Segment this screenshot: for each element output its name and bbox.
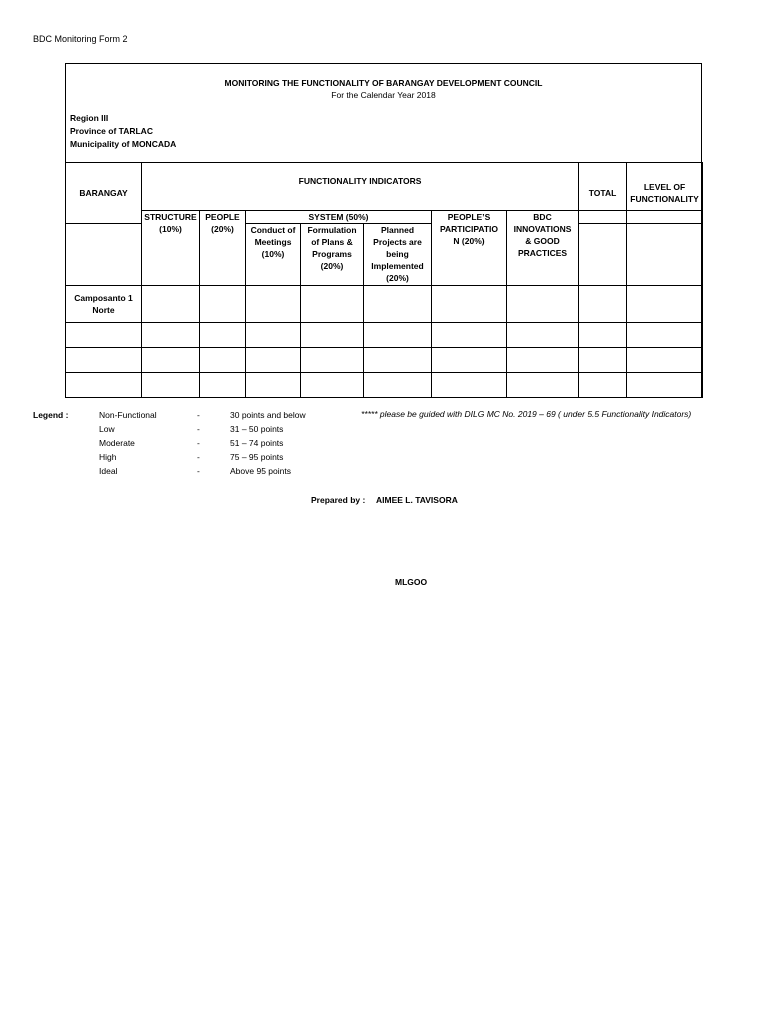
municipality-label: Municipality of MONCADA [70, 139, 177, 149]
table-cell[interactable] [200, 286, 246, 323]
header-people-line1: PEOPLE [205, 212, 240, 222]
table-cell[interactable] [66, 323, 142, 348]
legend-level: High [99, 452, 117, 462]
legend-dash: - [197, 452, 200, 462]
province-label: Province of TARLAC [70, 126, 153, 136]
header-formulation-of-plans [301, 224, 364, 286]
row1-barangay[interactable] [66, 286, 142, 323]
header-bdc-line1: BDC [533, 212, 552, 222]
legend-dash: - [197, 410, 200, 420]
table-cell[interactable] [246, 348, 301, 373]
projects-line1: Planned [380, 225, 415, 235]
table-cell[interactable] [579, 373, 627, 398]
cell-total-sub2 [579, 224, 627, 286]
header-level-line2: FUNCTIONALITY [630, 193, 699, 204]
table-cell[interactable] [627, 373, 703, 398]
table-cell[interactable] [246, 286, 301, 323]
table-cell[interactable] [579, 286, 627, 323]
meetings-line3: (10%) [261, 249, 285, 259]
functionality-table [65, 162, 703, 398]
legend-dash: - [197, 438, 200, 448]
header-total: TOTAL [579, 163, 627, 211]
table-cell[interactable] [142, 348, 200, 373]
legend-range: 31 – 50 points [230, 424, 284, 434]
prepared-by-label: Prepared by : [311, 495, 366, 505]
header-structure [142, 211, 200, 286]
header-conduct-of-meetings [246, 224, 301, 286]
header-participation [432, 211, 507, 286]
cell-total-sub [579, 211, 627, 224]
cell-level-sub [627, 211, 703, 224]
table-cell[interactable] [507, 348, 579, 373]
table-cell[interactable] [142, 323, 200, 348]
header-participation-line1: PEOPLE’S [447, 212, 491, 222]
table-cell[interactable] [364, 373, 432, 398]
table-cell[interactable] [432, 373, 507, 398]
table-cell[interactable] [432, 348, 507, 373]
plans-line1: Formulation [307, 225, 357, 235]
header-functionality-indicators: FUNCTIONALITY INDICATORS [142, 163, 579, 211]
table-cell[interactable] [432, 286, 507, 323]
cell-level-sub2 [627, 224, 703, 286]
header-participation-line3: N (20%) [453, 236, 485, 246]
form-code: BDC Monitoring Form 2 [33, 34, 128, 44]
header-bdc-innovations [507, 211, 579, 286]
plans-line4: (20%) [320, 261, 344, 271]
legend-level: Moderate [99, 438, 135, 448]
table-cell[interactable] [142, 373, 200, 398]
table-cell[interactable] [364, 323, 432, 348]
table-cell[interactable] [507, 286, 579, 323]
cell-barangay-sub [66, 224, 142, 286]
table-cell[interactable] [246, 323, 301, 348]
table-cell[interactable] [200, 348, 246, 373]
region-label: Region III [70, 113, 109, 123]
legend-range: 30 points and below [230, 410, 306, 420]
legend-label: Legend : [33, 410, 69, 420]
header-level-line1: LEVEL OF [643, 181, 686, 192]
header-participation-line2: PARTICIPATIO [439, 224, 499, 234]
meetings-line2: Meetings [254, 237, 292, 247]
table-cell[interactable] [200, 323, 246, 348]
header-structure-line2: (10%) [159, 224, 182, 234]
table-cell[interactable] [364, 348, 432, 373]
table-cell[interactable] [301, 286, 364, 323]
header-bdc-line4: PRACTICES [517, 248, 568, 258]
table-cell[interactable] [66, 348, 142, 373]
table-cell[interactable] [142, 286, 200, 323]
legend-level: Ideal [99, 466, 118, 476]
projects-line2: Projects are [373, 237, 422, 247]
projects-line3: being [386, 249, 409, 259]
header-planned-projects [364, 224, 432, 286]
table-cell[interactable] [627, 286, 703, 323]
projects-line4: Implemented [371, 261, 424, 271]
table-cell[interactable] [66, 373, 142, 398]
meetings-line1: Conduct of [250, 225, 296, 235]
header-system: SYSTEM (50%) [246, 211, 432, 224]
plans-line2: of Plans & [311, 237, 353, 247]
table-cell[interactable] [579, 323, 627, 348]
header-bdc-line2: INNOVATIONS [513, 224, 572, 234]
row1-barangay-line2: Norte [92, 305, 115, 315]
legend-level: Non-Functional [99, 410, 157, 420]
preparer-name: AIMEE L. TAVISORA [376, 495, 458, 505]
header-people [200, 211, 246, 286]
legend-dash: - [197, 466, 200, 476]
header-people-line2: (20%) [211, 224, 234, 234]
table-cell[interactable] [579, 348, 627, 373]
legend-range: 51 – 74 points [230, 438, 284, 448]
preparer-position: MLGOO [395, 577, 428, 587]
legend-range: Above 95 points [230, 466, 291, 476]
legend-range: 75 – 95 points [230, 452, 284, 462]
table-cell[interactable] [507, 373, 579, 398]
report-title: MONITORING THE FUNCTIONALITY OF BARANGAY DEVELOPMENT COUNCIL [224, 78, 543, 88]
table-cell[interactable] [301, 323, 364, 348]
table-cell[interactable] [246, 373, 301, 398]
legend-dash: - [197, 424, 200, 434]
table-cell[interactable] [301, 373, 364, 398]
header-structure-line1: STRUCTURE [144, 212, 197, 222]
header-level [627, 163, 703, 211]
legend-level: Low [99, 424, 115, 434]
header-barangay: BARANGAY [66, 163, 142, 224]
row1-barangay-line1: Camposanto 1 [74, 293, 133, 303]
table-cell[interactable] [364, 286, 432, 323]
plans-line3: Programs [312, 249, 352, 259]
table-cell[interactable] [301, 348, 364, 373]
table-cell[interactable] [432, 323, 507, 348]
table-cell[interactable] [507, 323, 579, 348]
report-subtitle: For the Calendar Year 2018 [331, 90, 436, 100]
projects-line5: (20%) [386, 273, 409, 283]
table-cell[interactable] [627, 348, 703, 373]
table-cell[interactable] [200, 373, 246, 398]
header-bdc-line3: & GOOD [525, 236, 560, 246]
table-cell[interactable] [627, 323, 703, 348]
guidance-note: ***** please be guided with DILG MC No. 2019 – 69 ( under 5.5 Functionality Indicators) [361, 409, 692, 419]
